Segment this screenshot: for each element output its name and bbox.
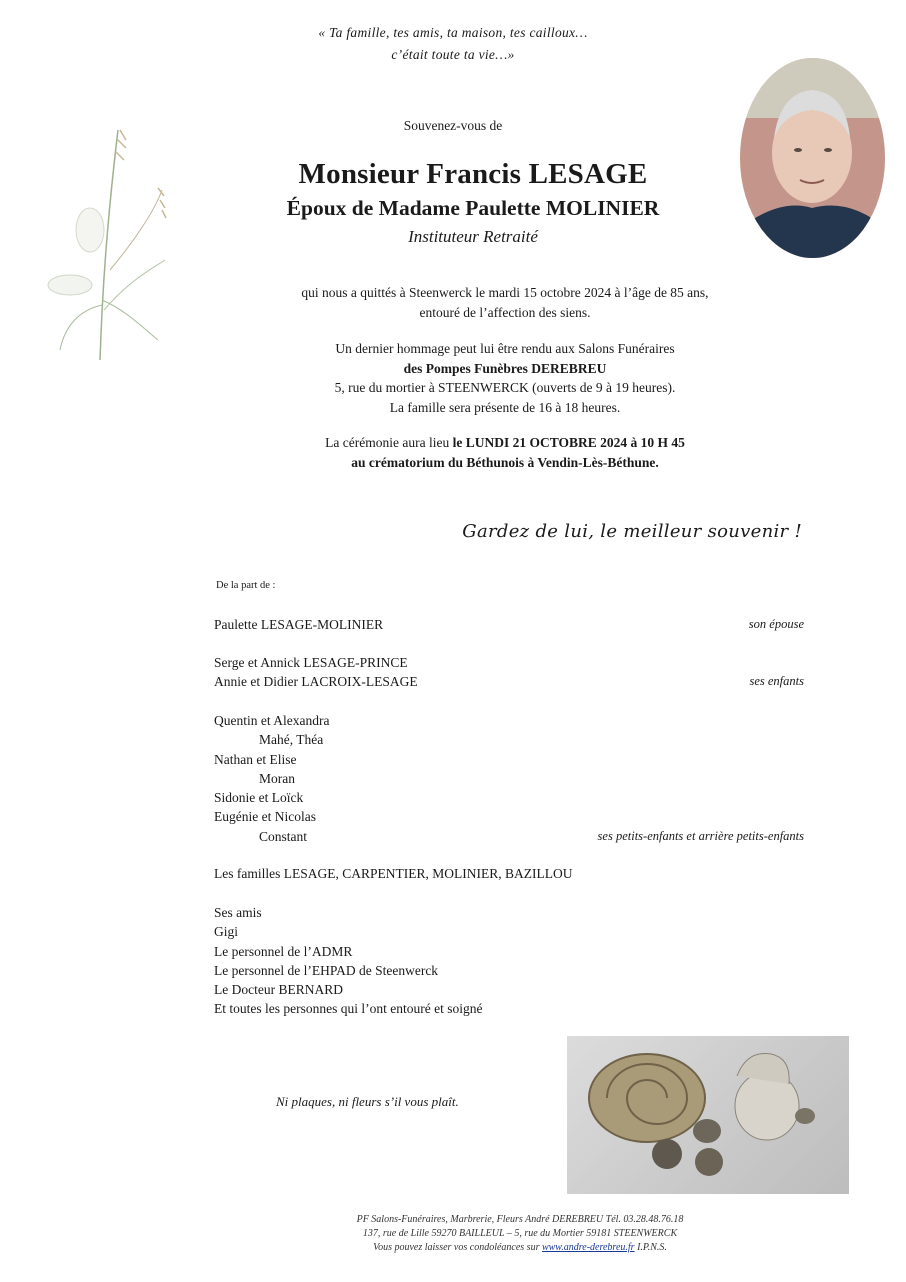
deceased-name: Monsieur Francis LESAGE xyxy=(298,158,648,190)
quote xyxy=(0,22,906,66)
announcement-line-1: qui nous a quittés à Steenwerck le mardi 15 octobre 2024 à l’âge de 85 ans, xyxy=(301,285,709,300)
announcement-line-2: entouré de l’affection des siens. xyxy=(419,304,591,320)
no-flowers-note: Ni plaques, ni fleurs s’il vous plaît. xyxy=(276,1094,459,1109)
other-line: Le personnel de l’EHPAD de Steenwerck xyxy=(214,962,439,978)
family-children xyxy=(214,653,804,692)
family-others xyxy=(214,903,804,1019)
family-names: Les familles LESAGE, CARPENTIER, MOLINIER, BAZILLOU xyxy=(214,866,573,881)
other-line: Le personnel de l’ADMR xyxy=(214,943,353,959)
grandchild-line: Moran xyxy=(259,770,295,786)
hommage-line-2: des Pompes Funèbres DEREBREU xyxy=(403,360,607,376)
condolences-link[interactable]: www.andre-derebreu.fr xyxy=(541,1242,635,1253)
intro-text: Souvenez-vous de xyxy=(403,118,503,133)
spouse-title: Époux de Madame Paulette MOLINIER xyxy=(286,196,660,220)
quote-line-2: c’était toute ta vie…» xyxy=(391,47,515,62)
hommage-line-1: Un dernier hommage peut lui être rendu aux Salons Funéraires xyxy=(335,341,675,356)
ceremony-place: au crématorium du Béthunois à Vendin-Lès-Béthune. xyxy=(351,454,659,470)
grandchild-line: Quentin et Alexandra xyxy=(214,713,330,728)
grandchildren-role: ses petits-enfants et arrière petits-enfants xyxy=(597,828,804,843)
other-line: Gigi xyxy=(214,924,239,940)
grandchild-line: Constant xyxy=(259,828,308,844)
other-line: Et toutes les personnes qui l’ont entouré et soigné xyxy=(214,1001,483,1017)
other-line: Ses amis xyxy=(214,905,262,920)
child-line: Annie et Didier LACROIX-LESAGE xyxy=(214,674,418,690)
hommage-info xyxy=(0,339,906,417)
grandchild-line: Sidonie et Loïck xyxy=(214,790,304,806)
spouse-name: Paulette LESAGE-MOLINIER xyxy=(214,617,384,632)
spouse-role: son épouse xyxy=(748,617,804,631)
grandchild-line: Eugénie et Nicolas xyxy=(214,809,316,825)
ceremony-date: le LUNDI 21 OCTOBRE 2024 à 10 H 45 xyxy=(452,435,685,450)
footer-line-2: 137, rue de Lille 59270 BAILLEUL – 5, rue du Mortier 59181 STEENWERCK xyxy=(362,1228,678,1239)
child-line: Serge et Annick LESAGE-PRINCE xyxy=(214,655,408,670)
footer-line-1: PF Salons-Funéraires, Marbrerie, Fleurs André DEREBREU Tél. 03.28.48.76.18 xyxy=(356,1214,684,1225)
from-label: De la part de : xyxy=(216,580,276,591)
stones-photo xyxy=(567,1036,849,1194)
hommage-line-3: 5, rue du mortier à STEENWERCK (ouverts de 9 à 19 heures). xyxy=(334,380,676,395)
motto: Gardez de lui, le meilleur souvenir ! xyxy=(462,521,802,542)
family-spouse xyxy=(214,615,804,634)
footer-ipns: I.P.N.S. xyxy=(634,1242,667,1253)
children-role: ses enfants xyxy=(749,674,804,689)
grandchild-line: Nathan et Elise xyxy=(214,751,297,767)
family-grandchildren xyxy=(214,711,804,846)
other-line: Le Docteur BERNARD xyxy=(214,982,343,998)
grandchild-line: Mahé, Théa xyxy=(259,732,324,748)
ceremony-info xyxy=(0,433,906,472)
hommage-line-4: La famille sera présente de 16 à 18 heures. xyxy=(389,399,621,415)
announcement xyxy=(0,283,906,322)
ceremony-prefix: La cérémonie aura lieu xyxy=(325,435,453,450)
profession: Instituteur Retraité xyxy=(408,227,538,246)
footer xyxy=(220,1213,820,1255)
footer-line-3: Vous pouvez laisser vos condoléances sur xyxy=(373,1242,542,1253)
quote-line-1: « Ta famille, tes amis, ta maison, tes cailloux… xyxy=(318,25,588,40)
